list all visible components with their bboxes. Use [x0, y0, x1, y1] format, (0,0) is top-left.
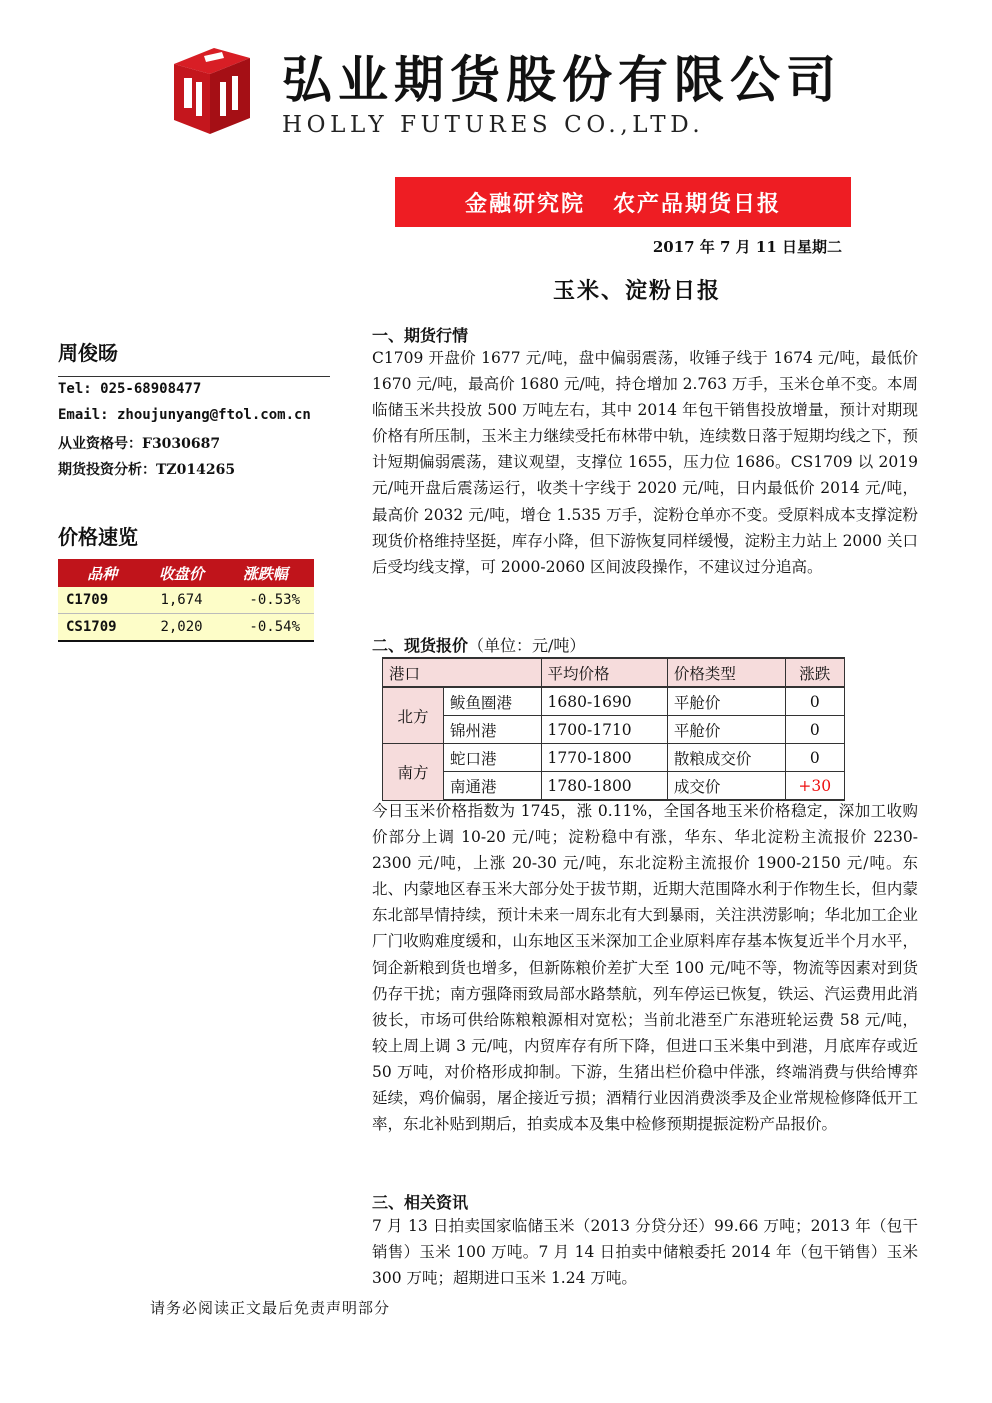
banner-institute: 金融研究院 [464, 190, 585, 217]
banner-report-type: 农产品期货日报 [613, 190, 782, 217]
divider [58, 376, 330, 377]
company-logo [170, 48, 252, 134]
table-cell: 0 [785, 716, 844, 744]
table-cell: 1,674 [147, 587, 217, 614]
table-cell: 1700-1710 [541, 716, 667, 744]
page-title: 玉米、淀粉日报 [553, 278, 722, 304]
section-title-spot-text: 二、现货报价 [372, 636, 469, 655]
table-cell: +30 [785, 772, 844, 801]
column-header: 港口 [383, 658, 542, 687]
table-row [58, 587, 314, 614]
spot-price-table [382, 657, 845, 801]
section-title-news: 三、相关资讯 [372, 1193, 469, 1212]
table-cell: 锦州港 [444, 716, 542, 744]
region-label: 北方 [383, 687, 444, 744]
table-cell: 1680-1690 [541, 687, 667, 716]
section-text-news: 7 月 13 日拍卖国家临储玉米（2013 分贷分还）99.66 万吨；2013 年（包干销售）玉米 100 万吨。7 月 14 日拍卖中储粮委托 2014 年（包干销售）玉米 300 万吨；超期进口玉米 1.24 万吨。 [372, 1217, 918, 1288]
column-header: 收盘价 [147, 559, 217, 587]
table-cell: 1780-1800 [541, 772, 667, 801]
table-cell: C1709 [58, 587, 147, 614]
section-title-futures: 一、期货行情 [372, 326, 469, 345]
table-row [383, 772, 845, 801]
table-row [58, 614, 314, 642]
analyst-email: Email: zhoujunyang@ftol.com.cn [58, 407, 311, 423]
price-overview-table [58, 559, 314, 642]
analyst-advisor-id: 期货投资分析：TZ014265 [58, 462, 236, 478]
table-cell: 鲅鱼圈港 [444, 687, 542, 716]
table-cell: 散粮成交价 [667, 744, 785, 772]
table-cell: 蛇口港 [444, 744, 542, 772]
unit-label: （单位：元/吨） [468, 636, 586, 655]
disclaimer-footer: 请务必阅读正文最后免责声明部分 [150, 1299, 391, 1317]
column-header: 涨跌幅 [216, 559, 314, 587]
table-header-row [383, 658, 845, 687]
section-title-spot [372, 633, 585, 656]
table-cell: -0.53% [216, 587, 314, 614]
table-cell: 2,020 [147, 614, 217, 642]
column-header: 价格类型 [667, 658, 785, 687]
table-header-row [58, 559, 314, 587]
table-cell: 平舱价 [667, 716, 785, 744]
table-row [383, 744, 845, 772]
table-cell: -0.54% [216, 614, 314, 642]
report-date: 2017 年 7 月 11 日星期二 [652, 238, 842, 256]
column-header: 品种 [58, 559, 147, 587]
company-name-en: HOLLY FUTURES CO.,LTD. [282, 112, 705, 138]
section-text-spot: 今日玉米价格指数为 1745，涨 0.11%，全国各地玉米价格稳定，深加工收购价部分上调 10-20 元/吨；淀粉稳中有涨，华东、华北淀粉主流报价 2230-2300 元/吨，上涨 20-30 元/吨，东北淀粉主流报价 1900-2150 元/吨。东北、内蒙地区春玉米大部分处于拔节期，近期大范围降水利于作物生长，但内蒙东北部旱情持续，预计未来一周东北有大到暴雨，关注洪涝影响；华北加工企业厂门收购难度缓和，山东地区玉米深加工企业原料库存基本恢复近半个月水平，饲企新粮到货也增多，但新陈粮价差扩大至 100 元/吨不等，物流等因素对到货仍存干扰；南方强降雨致局部水路禁航，列车停运已恢复，铁运、汽运费用此消彼长，市场可供给陈粮粮源相对宽松；当前北港至广东港班轮运费 58 元/吨，较上周上调 3 元/吨，内贸库存有所下降，但进口玉米集中到港，月底库存或近 50 万吨，对价格形成抑制。下游，生猪出栏价稳中伴涨，终端消费与供给博弈延续，鸡价偏弱，屠企接近亏损；酒精行业因消费淡季及企业常规检修降低开工率，东北补贴到期后，拍卖成本及集中检修预期提振淀粉产品报价。 [372, 802, 918, 1134]
analyst-tel: Tel: 025-68908477 [58, 381, 202, 397]
price-overview-title: 价格速览 [58, 525, 138, 549]
column-header: 平均价格 [541, 658, 667, 687]
table-cell: 南通港 [444, 772, 542, 801]
analyst-name: 周俊旸 [58, 341, 118, 365]
table-cell: 0 [785, 744, 844, 772]
region-label: 南方 [383, 744, 444, 801]
table-row [383, 687, 845, 716]
table-cell: 成交价 [667, 772, 785, 801]
table-cell: 1770-1800 [541, 744, 667, 772]
table-cell: CS1709 [58, 614, 147, 642]
table-cell: 0 [785, 687, 844, 716]
section-text-futures: C1709 开盘价 1677 元/吨，盘中偏弱震荡，收锤子线于 1674 元/吨，最低价 1670 元/吨，最高价 1680 元/吨，持仓增加 2.763 万手，玉米仓单不变。本周临储玉米共投放 500 万吨左右，其中 2014 年包干销售投放增量，预计对期现价格有所压制，玉米主力继续受托布林带中轨，连续数日落于短期均线之下，预计短期偏弱震荡，建议观望，支撑位 1655，压力位 1686。CS1709 以 2019 元/吨开盘后震荡运行，收类十字线于 2020 元/吨，日内最低价 2014 元/吨，最高价 2032 元/吨，增仓 1.535 万手，淀粉仓单亦不变。受原料成本支撑淀粉现货价格维持坚挺，库存小降，但下游恢复同样缓慢，淀粉主力站上 2000 关口后受均线支撑，可 2000-2060 区间波段操作，不建议过分追高。 [372, 349, 918, 576]
analyst-qualification: 从业资格号：F3030687 [58, 436, 221, 452]
column-header: 涨跌 [785, 658, 844, 687]
table-cell: 平舱价 [667, 687, 785, 716]
table-row [383, 716, 845, 744]
report-banner [395, 177, 851, 227]
company-name-cn: 弘业期货股份有限公司 [282, 50, 842, 109]
